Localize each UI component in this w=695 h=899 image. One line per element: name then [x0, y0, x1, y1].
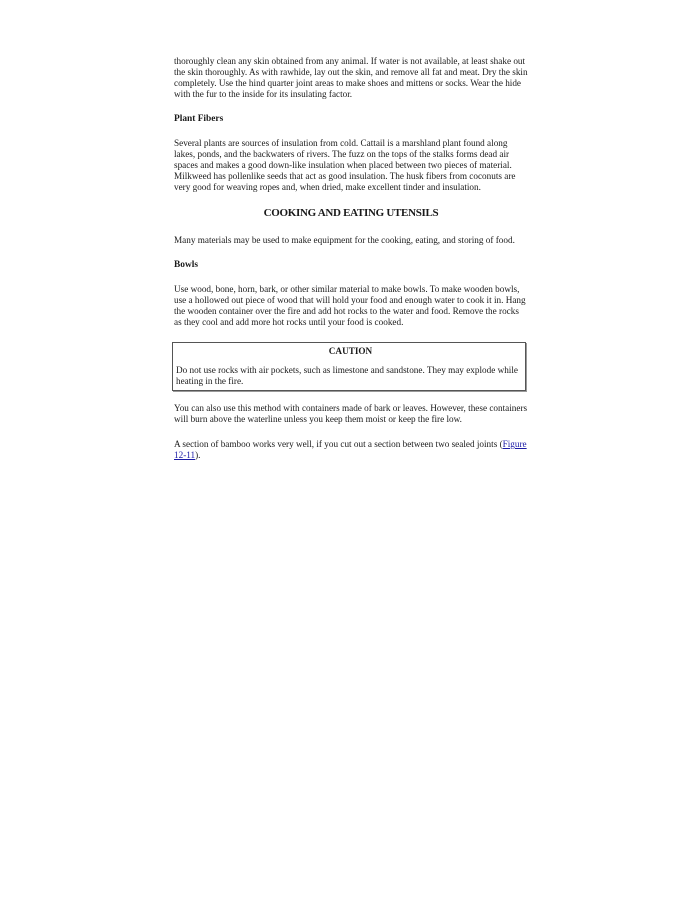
bamboo-paragraph	[174, 439, 528, 461]
plant-fibers-paragraph: Several plants are sources of insulation from cold. Cattail is a marshland plant found along lakes, ponds, and the backwaters of rivers. The fuzz on the tops of the stalks forms dead air spaces and makes a good down-like insulation when placed between two pieces of material. Milkweed has pollenlike seeds that act as good insulation. The husk fibers from coconuts are very good for weaving ropes and, when dried, make excellent tinder and insulation.	[174, 138, 516, 192]
figure-12-11-link[interactable]: Figure 12-11	[174, 439, 527, 460]
document-body	[174, 56, 528, 461]
caution-title: CAUTION	[328, 346, 373, 356]
cooking-intro-paragraph: Many materials may be used to make equipment for the cooking, eating, and storing of food.	[174, 235, 515, 245]
caution-box	[172, 342, 526, 391]
caution-text: Do not use rocks with air pockets, such as limestone and sandstone. They may explode while heating in the fire.	[176, 365, 518, 386]
cooking-section-title: COOKING AND EATING UTENSILS	[263, 207, 439, 219]
plant-fibers-heading: Plant Fibers	[174, 114, 224, 124]
intro-paragraph: thoroughly clean any skin obtained from any animal. If water is not available, at least shake out the skin thoroughly. As with rawhide, lay out the skin, and remove all fat and meat. Dry the skin completely. Use the hind quarter joint areas to make shoes and mittens or socks. Wear the hide with the fur to the inside for its insulating factor.	[174, 56, 528, 99]
bowls-paragraph: Use wood, bone, horn, bark, or other similar material to make bowls. To make wooden bowls, use a hollowed out piece of wood that will hold your food and enough water to cook it in. Hang the wooden container over the fire and add hot rocks to the water and food. Remove the rocks as they cool and add more hot rocks until your food is cooked.	[174, 284, 526, 327]
bowls-heading: Bowls	[174, 260, 198, 270]
bamboo-text-end: ).	[195, 450, 201, 460]
bamboo-text: A section of bamboo works very well, if you cut out a section between two sealed joints (	[174, 439, 503, 449]
containers-paragraph: You can also use this method with containers made of bark or leaves. However, these containers will burn above the waterline unless you keep them moist or keep the fire low.	[174, 403, 528, 424]
